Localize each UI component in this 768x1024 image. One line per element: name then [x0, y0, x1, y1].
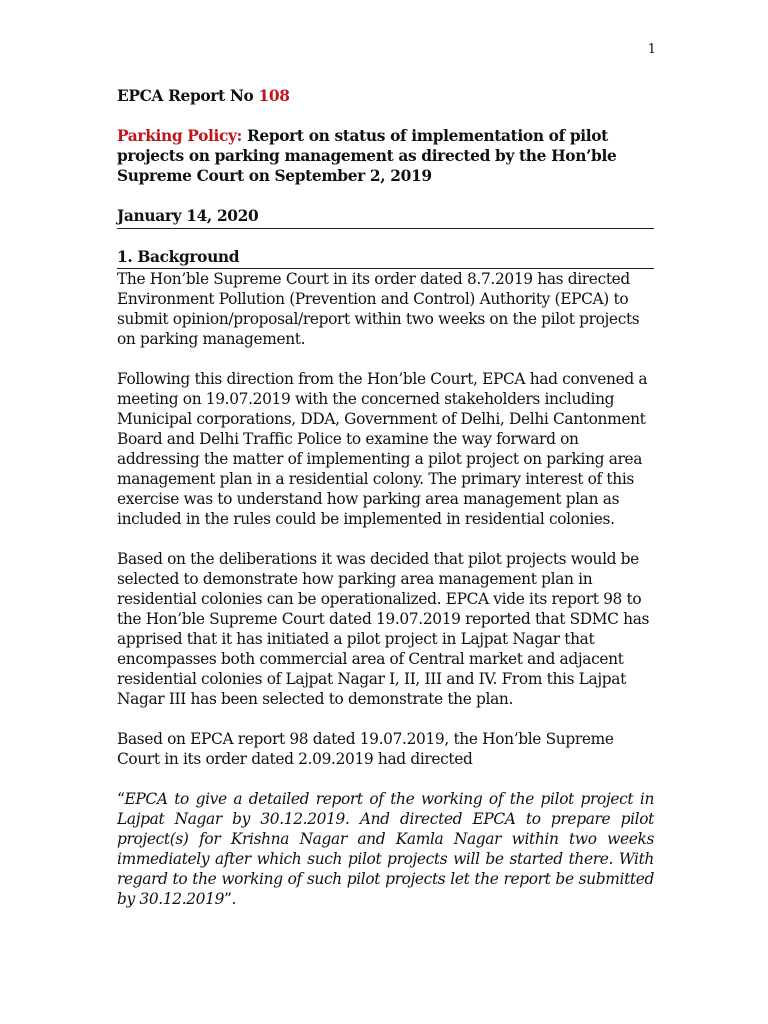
quote-open-mark: “: [117, 790, 125, 808]
quote-text: EPCA to give a detailed report of the working of the pilot project in Lajpat Nagar by 30.12.2019. And directed EPCA to prepare pilot project(s) for Krishna Nagar and Kamla Nagar within two weeks immediately after which such pilot projects will be started there. With regard to the working of such pilot projects let the report be submitted by 30.12.2019: [117, 790, 654, 908]
paragraph-4: Based on EPCA report 98 dated 19.07.2019, the Hon’ble Supreme Court in its order dated 2.09.2019 had directed: [117, 730, 614, 768]
paragraph-1: The Hon’ble Supreme Court in its order dated 8.7.2019 has directed Environment Pollution (Prevention and Control) Authority (EPCA) to submit opinion/proposal/report within two weeks on the pilot projects on parking management.: [117, 270, 640, 348]
report-date: January 14, 2020: [117, 206, 654, 229]
report-number-line: [117, 86, 654, 106]
title-prefix: Parking Policy:: [117, 127, 242, 145]
page-number: 1: [647, 42, 656, 57]
quote-close-mark: ”.: [224, 890, 237, 908]
section-heading: 1. Background: [117, 247, 654, 269]
title-text: Report on status of implementation of pilot projects on parking management as directed by the Hon’ble Supreme Court on September 2, 2019: [117, 127, 617, 185]
report-label: EPCA Report No: [117, 87, 254, 105]
document-title: [117, 126, 654, 186]
court-quote: [117, 789, 654, 909]
paragraph-2: Following this direction from the Hon’ble Court, EPCA had convened a meeting on 19.07.2019 with the concerned stakeholders including Municipal corporations, DDA, Government of Delhi, Delhi Cantonment Board and Delhi Traffic Police to examine the way forward on addressing the matter of implementing a pilot project on parking area management plan in a residential colony. The primary interest of this exercise was to understand how parking area management plan as included in the rules could be implemented in residential colonies.: [117, 370, 648, 528]
report-number: 108: [258, 87, 290, 105]
document-body: [117, 86, 654, 909]
paragraph-3: Based on the deliberations it was decided that pilot projects would be selected to demonstrate how parking area management plan in residential colonies can be operationalized. EPCA vide its report 98 to the Hon’ble Supreme Court dated 19.07.2019 reported that SDMC has apprised that it has initiated a pilot project in Lajpat Nagar that encompasses both commercial area of Central market and adjacent residential colonies of Lajpat Nagar I, II, III and IV. From this Lajpat Nagar III has been selected to demonstrate the plan.: [117, 550, 650, 708]
